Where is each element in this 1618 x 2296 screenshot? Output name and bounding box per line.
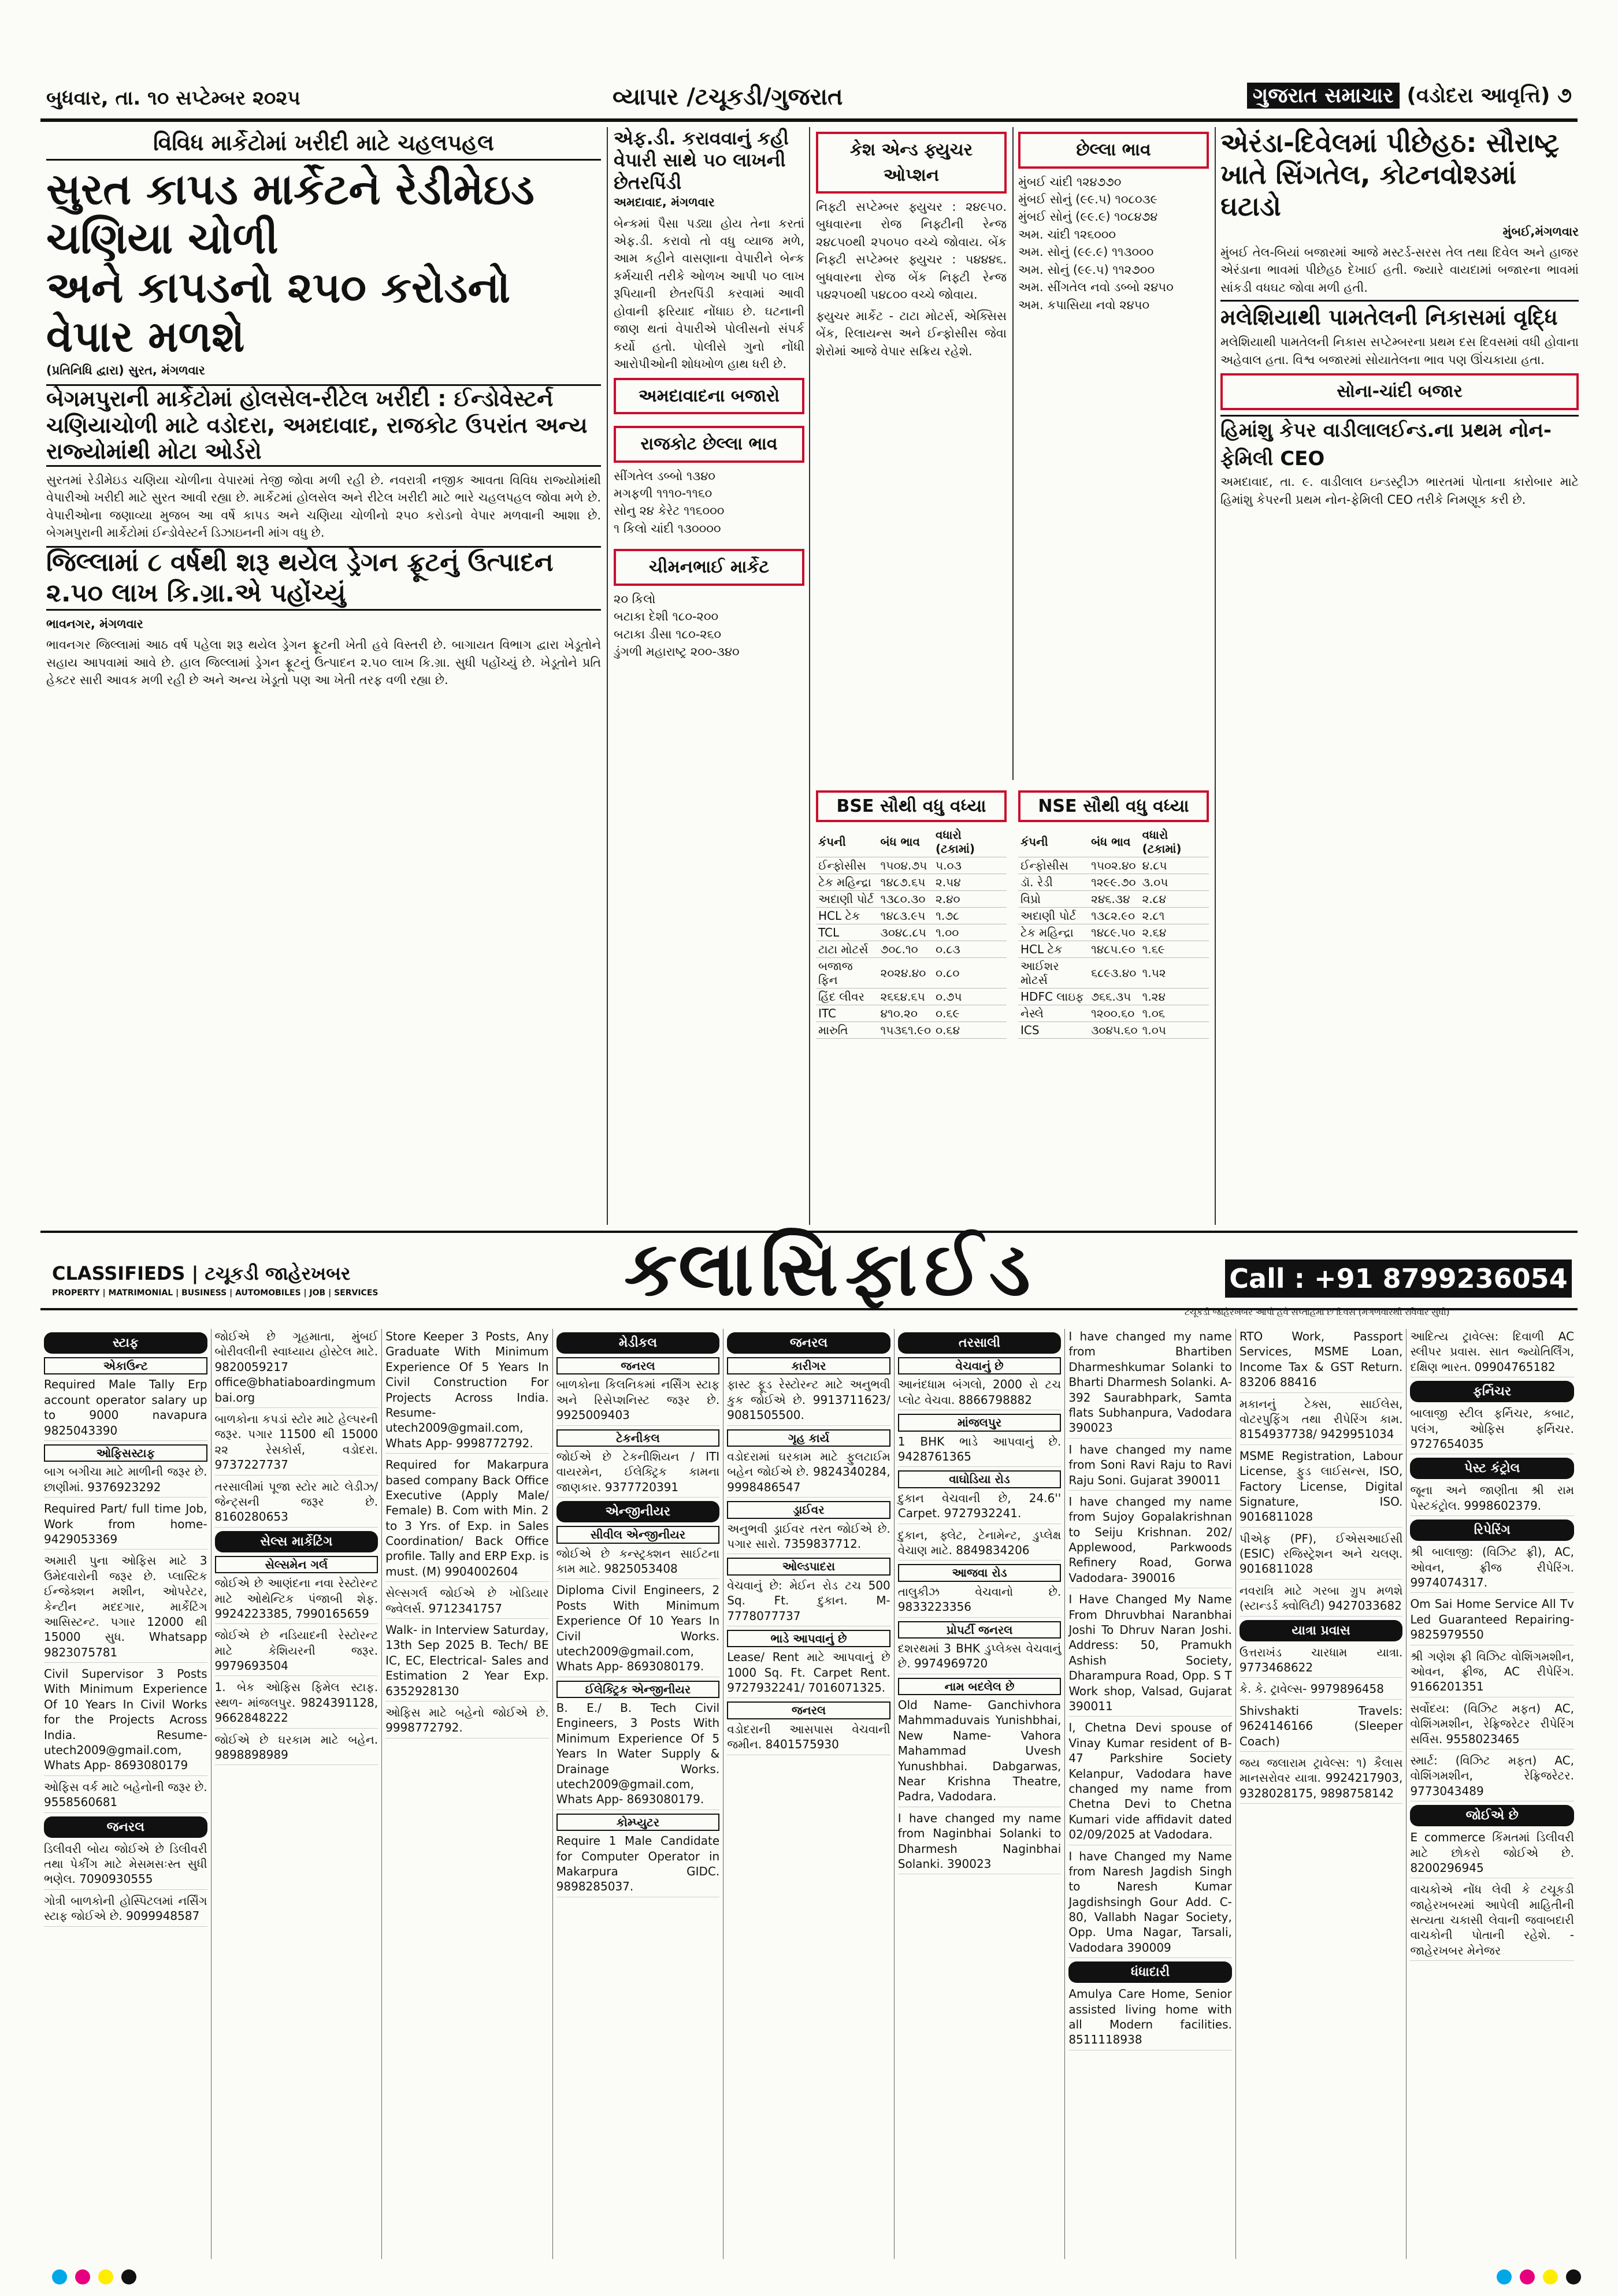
classified-ad: મકાનનું ટેક્સ, સાઈલેસ, વોટરપુફિંગ તથા રીપેરિંગ કામ. 8154937738/ 9429951034 <box>1240 1396 1403 1445</box>
table-cell: ૧.૨૪ <box>1140 989 1209 1005</box>
table-cell: ૨૬૬૪.૬૫ <box>878 989 934 1005</box>
table-cell: ૧૩૮૦.૩૦ <box>878 891 934 908</box>
classified-ad: વેચવાનું છે: મેઈન રોડ ટચ 500 Sq. Ft. દુકાન. M- 7778077737 <box>727 1578 890 1626</box>
classified-ad: I Have Changed My Name From Dhruvbhai Naranbhai Joshi To Dhruv Naran Joshi. Address: 50, Pramukh Ashish Society, Dharampura Road, Opp. S T Work shop, Valsad, Gujarat 390011 <box>1068 1592 1232 1717</box>
table-cell: ૭૬૬.૩૫ <box>1089 989 1140 1005</box>
classified-ad: જોઈએ છે નડિયાદની રેસ્ટોરન્ટ માટે કેશિયરની જરૂર. 9979693504 <box>215 1628 378 1676</box>
classified-ad: સેલ્સગર્લ જોઈએ છે ખોડિયાર જ્વેલર્સ. 9712341757 <box>385 1585 549 1619</box>
table-cell: ૭૦૮.૧૦ <box>878 941 934 958</box>
classified-ad: Old Name- Ganchivhora Mahmmaduvais Yunishbhai, New Name- Vahora Mahammad Uvesh Yunushbhai. Dabgarwas, Near Krishna Theatre, Padra, Vadodara. <box>898 1697 1062 1807</box>
news-column-1 <box>46 127 601 1225</box>
article-body: અમદાવાદ, તા. ૯. વાડીલાલ ઇન્ડસ્ટ્રીઝ ભારતમાં પોતાના કારોબાર માટે હિમાંશુ કેપરની પ્રથમ નોન-ફેમિલી CEO તરીકે નિમણૂક કરી છે. <box>1220 475 1579 507</box>
headline: સુરત કાપડ માર્કેટને રેડીમેઇડ ચણિયા ચોળી <box>46 165 535 264</box>
classified-column <box>211 1329 383 2259</box>
col-header: બંધ ભાવ <box>1089 827 1140 857</box>
classified-ad: આદિત્ય ટ્રાવેલ્સ: દિવાળી AC સ્લીપર પ્રવાસ. સાત જ્યોતિર્લિંગ, દક્ષિણ ભારત. 09904765182 <box>1410 1329 1574 1377</box>
table-cell: ૦.૬૪ <box>933 1022 1007 1039</box>
classified-ad: તાલુકીઝ વેચવાનો છે. 9833223356 <box>898 1584 1062 1618</box>
classified-ad: I have changed my name from Sujoy Gopalakrishnan to Seiju Krishnan. 202/ Applewood, Parkwoods Refinery Road, Gorwa Vadodara- 390016 <box>1068 1494 1232 1588</box>
table-cell: HCL ટેક <box>1018 941 1089 958</box>
table-cell: આઈશર મોટર્સ <box>1018 958 1089 989</box>
table-cell: ૫.૦૩ <box>933 857 1007 874</box>
article-body: ફ્યુચર માર્કેટ - ટાટા મોટર્સ, એક્સિસ બેંક, રિલાયન્સ અને ઈન્ફોસીસ જેવા શેરોમાં આજે વેપાર સક્રિય રહેશે. <box>816 309 1007 358</box>
classified-ad: તરસાલીમાં પૂજા સ્ટોર માટે લેડીઝ/જેન્ટ્સની જરૂર છે. 8160280653 <box>215 1479 378 1528</box>
rate-item: અમ. ચાંદી ૧૨૬૦૦૦ <box>1018 227 1116 242</box>
classified-ad: જોઈએ છે ટેકનીશિયન / ITI વાયરમેન, ઈલેક્ટ્રિક કામના જાણકાર. 9377720391 <box>556 1449 720 1498</box>
classified-column <box>382 1329 553 2259</box>
classified-ad: RTO Work, Passport Services, MSME Loan, Income Tax & GST Return. 83206 88416 <box>1240 1329 1403 1393</box>
table-cell: ૩૦૪૮.૮૫ <box>878 924 934 941</box>
page-number: ૭ <box>1557 84 1572 107</box>
classified-ad: ઓફિસ વર્ક માટે બહેનોની જરૂર છે. 9558560681 <box>44 1779 207 1813</box>
classified-column <box>1065 1329 1236 2259</box>
classified-ad: Amulya Care Home, Senior assisted living home with all Modern facilities. 8511118938 <box>1068 1986 1232 2050</box>
nse-table <box>1018 827 1209 1039</box>
classified-ad: બાગ બગીચા માટે માળીની જરૂર છે. છાણીમાં. 9376923292 <box>44 1464 207 1498</box>
category-header: સ્ટાફ <box>44 1332 207 1354</box>
classified-ad: B. E./ B. Tech Civil Engineers, 3 Posts With Minimum Experience Of 5 Years In Water Supply & Drainage Works. utech2009@gmail.com, Whats App- 8693080179. <box>556 1700 720 1810</box>
subcategory-header: ભાડે આપવાનું છે <box>727 1630 890 1647</box>
article-body: નિફ્ટી સપ્ટેમ્બર ફ્યુચર : ૨૪૯૫૦. બુધવારના રોજ નિફ્ટીની રેન્જ ૨૪૮૫૦થી ૨૫૦૫૦ વચ્ચે જોવાય. બેંક નિફ્ટી સપ્ટેમ્બર ફ્યુચર : ૫૪૪૪૬. બુધવારના રોજ બેંક નિફ્ટી રેન્જ ૫૪૨૫૦થી ૫૪૮૦૦ વચ્ચે જોવાય. <box>816 200 1007 302</box>
column-rule <box>1012 127 1014 780</box>
table-row <box>816 1022 1007 1039</box>
classified-sublabel: PROPERTY | MATRIMONIAL | BUSINESS | AUTOMOBILES | JOB | SERVICES <box>52 1288 378 1298</box>
subcategory-header: નામ બદલેલ છે <box>898 1678 1062 1695</box>
dateline: ભાવનગર, મંગળવાર <box>46 617 143 631</box>
rate-item: મુંબઈ સોનું (૯૯.૫) ૧૦૮૦૩૯ <box>1018 192 1158 206</box>
column-rule <box>607 127 608 1225</box>
classified-ad: ગોત્રી બાળકોની હોસ્પિટલમાં નર્સિંગ સ્ટાફ જોઈએ છે. 9099948587 <box>44 1893 207 1927</box>
rate-item: અમ. સીંગતેલ નવો ડબ્બો ૨૪૫૦ <box>1018 280 1174 295</box>
nse-table-block <box>1018 786 1209 1213</box>
subcategory-header: ઓલ્ડપાદરા <box>727 1558 890 1575</box>
table-cell: ૧૫૦૨.૪૦ <box>1089 857 1140 874</box>
subcategory-header: ટેકનીકલ <box>556 1429 720 1447</box>
table-cell: HDFC લાઇફ <box>1018 989 1089 1005</box>
cmyk-dot <box>1497 2269 1512 2284</box>
table-row <box>1018 989 1209 1005</box>
classified-ad: Required Male Tally Erp account operator salary up to 9000 navapura 9825043390 <box>44 1377 207 1441</box>
subcategory-header: આજવા રોડ <box>898 1564 1062 1581</box>
classified-ad: I have changed my name from Soni Ravi Raju to Ravi Raju Soni. Gujarat 390011 <box>1068 1442 1232 1491</box>
table-cell: ટાટા મોટર્સ <box>816 941 878 958</box>
table-row <box>1018 1022 1209 1039</box>
classified-ad: બાળકોના કિલનિકમાં નર્સિંગ સ્ટાફ અને રિસેપ્શનિસ્ટ જરૂર છે. 9925009403 <box>556 1377 720 1425</box>
table-cell: ઈન્ફોસીસ <box>816 857 878 874</box>
classified-ad: Shivshakti Travels: 9624146166 (Sleeper Coach) <box>1240 1703 1403 1752</box>
table-row <box>816 908 1007 924</box>
cmyk-dot <box>121 2269 136 2284</box>
classified-ad: Diploma Civil Engineers, 2 Posts With Minimum Experience Of 10 Years In Civil Works. utech2009@gmail.com, Whats App- 8693080179. <box>556 1582 720 1677</box>
subcategory-header: ઓફિસસ્ટાફ <box>44 1444 207 1462</box>
table-cell: ૧.૫૨ <box>1140 958 1209 989</box>
bse-table-block <box>816 786 1007 1213</box>
subcategory-header: ગૃહ કાર્ય <box>727 1429 890 1447</box>
news-column-2 <box>614 127 804 1225</box>
table-row <box>1018 958 1209 989</box>
classified-ad: દુકાન વેચવાની છે, 24.6'' Carpet. 9727932241. <box>898 1491 1062 1524</box>
paper-name: ગુજરાત સમાચાર <box>1247 83 1400 109</box>
table-cell: ICS <box>1018 1022 1089 1039</box>
classified-ad: વડોદરાની આસપાસ વેચવાની જમીન. 8401575930 <box>727 1722 890 1755</box>
classified-ad: સર્વોદય: (વિઝિટ મફત) AC, વોશિંગમશીન, રેફ્રિજરેટર રીપેરિંગ સર્વિસ. 9558023465 <box>1410 1701 1574 1749</box>
subcategory-header: જનરલ <box>556 1357 720 1374</box>
classified-column <box>553 1329 724 2259</box>
table-cell: ટેક મહિન્દ્રા <box>816 874 878 891</box>
classified-ad: વડોદરામાં ઘરકામ માટે ફુલટાઈમ બહેન જોઈએ છે. 9824340284, 9998486547 <box>727 1449 890 1498</box>
classified-ad: શ્રી ગણેશ ફ્રી વિઝિટ વોશિંગમશીન, ઓવન, ફ્રીજ, AC રીપેરિંગ. 9166201351 <box>1410 1649 1574 1697</box>
col-header: બંધ ભાવ <box>878 827 934 857</box>
table-cell: ૨.૬૪ <box>1140 924 1209 941</box>
table-cell: ૦.૬૯ <box>933 1005 1007 1022</box>
market-box-title: કેશ એન્ડ ફ્યુચર ઓપ્શન <box>816 132 1007 194</box>
classified-note: ટચૂકડી જાહેરખબર આપો હવે સપ્તાહમાં છ દિવસ (મંગળવારથી રવિવાર સુધી) <box>1185 1307 1450 1317</box>
classified-ad: I, Chetna Devi spouse of Vinay Kumar resident of B- 47 Parkshire Society Kelanpur, Vadodara have changed my name from Chetna Devi to Chetna Kumari vide affidavit dated 02/09/2025 at Vadodara. <box>1068 1720 1232 1845</box>
table-cell: ૪.૮૫ <box>1140 857 1209 874</box>
article-body: મુંબઈ તેલ-બિયાં બજારમાં આજે મસ્ટર્ડ-સરસ તેલ તથા દિવેલ અને હાજર એરંડાના ભાવમાં પીછેહઠ દેખાઈ હતી. જ્યારે વાયદામાં બજારના ભાવમાં સાંકડી વધઘટ જોવા મળી હતી. <box>1220 246 1579 295</box>
subcategory-header: ઈલેક્ટ્રિક એન્જીનીયર <box>556 1681 720 1698</box>
kicker: વિવિધ માર્કેટોમાં ખરીદી માટે ચહલપહલ <box>46 127 601 161</box>
headline: એરંડા-દિવેલમાં પીછેહઠ: સૌરાષ્ટ્ર ખાતે સિંગતેલ, કોટનવોશ્ડમાં ઘટાડો <box>1220 127 1560 222</box>
news-column-3 <box>816 127 1007 780</box>
category-header: જનરલ <box>44 1816 207 1838</box>
cmyk-dot <box>1543 2269 1558 2284</box>
cmyk-dot <box>1520 2269 1535 2284</box>
table-row <box>816 1005 1007 1022</box>
classified-columns <box>40 1329 1578 2259</box>
table-cell: ૧૨૯૯.૭૦ <box>1089 874 1140 891</box>
classified-title: ક્લાસિફાઈડ <box>624 1225 1038 1313</box>
table-cell: હિંદ લીવર <box>816 989 878 1005</box>
subcategory-header: માંજલપુર <box>898 1414 1062 1431</box>
classified-ad: Walk- in Interview Saturday, 13th Sep 2025 B. Tech/ BE IC, EC, Electrical- Sales and Estimation 2 Year Exp. 6352928130 <box>385 1622 549 1701</box>
classified-column <box>1236 1329 1407 2259</box>
table-row <box>1018 941 1209 958</box>
dateline: (પ્રતિનિધિ દ્વારા) સુરત, મંગળવાર <box>46 363 205 378</box>
classified-ad: ફાસ્ટ ફૂડ રેસ્ટોરન્ટ માટે અનુભવી કુક જોઈએ છે. 9913711623/ 9081505500. <box>727 1377 890 1425</box>
subcategory-header: પ્રોપર્ટી જનરલ <box>898 1621 1062 1639</box>
table-cell: ૩.૦૫ <box>1140 874 1209 891</box>
rate-list <box>1018 173 1209 314</box>
subcategory-header: કારીગર <box>727 1357 890 1374</box>
rate-item: અમ. સોનું (૯૯.૫) ૧૧૨૭૦૦ <box>1018 262 1155 277</box>
rate-item: અમ. કપાસિયા નવો ૨૪૫૦ <box>1018 298 1150 312</box>
table-row <box>1018 908 1209 924</box>
table-row <box>816 958 1007 989</box>
header-rule <box>40 118 1578 122</box>
classified-ad: બાલાજી સ્ટીલ ફર્નિચર, કબાટ, પલંગ, ઓફિસ ફર્નિચર. 9727654035 <box>1410 1406 1574 1454</box>
table-cell: ૨૦૨૪.૪૦ <box>878 958 934 989</box>
cmyk-dot <box>98 2269 113 2284</box>
classified-label: CLASSIFIEDS | ટચૂકડી જાહેરખબર <box>52 1262 351 1284</box>
classified-ad: I have changed my name from Bhartiben Dharmeshkumar Solanki to Bharti Dharmesh Solanki. A- 392 Saurabhpark, Samta flats Subhanpura, Vadodara 390023 <box>1068 1329 1232 1439</box>
category-header: મેડીકલ <box>556 1332 720 1354</box>
subcategory-header: જનરલ <box>727 1701 890 1719</box>
sub-headline: જિલ્લામાં ૮ વર્ષથી શરૂ થયેલ ડ્રેગન ફ્રૂટનું ઉત્પાદન ૨.૫૦ લાખ કિ.ગ્રા.એ પહોંચ્યું <box>46 546 601 611</box>
dateline: અમદાવાદ, મંગળવાર <box>614 195 715 210</box>
table-cell: ૧.૬૯ <box>1140 941 1209 958</box>
classified-column <box>1407 1329 1578 2259</box>
classified-ad: જોઈએ છે ગૃહમાતા, મુંબઈ બોરીવલીની સ્વાધ્યાય હોસ્ટેલ માટે. 9820059217 office@bhatiaboardingmumbai.org <box>215 1329 378 1408</box>
sub-headline: હિમાંશુ કેપર વાડીલાલઈન્ડ.ના પ્રથમ નોન-ફેમિલી CEO <box>1220 415 1579 474</box>
table-cell: HCL ટેક <box>816 908 878 924</box>
classified-ad: આનંદધામ બંગલો, 2000 રો ટચ પ્લોટ વેચવા. 8866798882 <box>898 1377 1062 1410</box>
classified-ad: ઉત્તરાખંડ ચારધામ યાત્રા. 9773468622 <box>1240 1645 1403 1678</box>
classified-ad: દુકાન, ફ્લેટ, ટેનામેન્ટ, ડુપ્લેક્ષ વેચાણ માટે. 8849834206 <box>898 1528 1062 1561</box>
table-row <box>1018 857 1209 874</box>
bse-table <box>816 827 1007 1039</box>
section-label: વ્યાપાર /ટચૂકડી/ગુજરાત <box>613 84 843 110</box>
col-header: વધારો (ટકામાં) <box>1140 827 1209 857</box>
table-cell: ITC <box>816 1005 878 1022</box>
table-row <box>1018 1005 1209 1022</box>
sub-headline: બેગમપુરાની માર્કેટોમાં હોલસેલ-રીટેલ ખરીદી : ઈન્ડોવેસ્ટર્ન ચણિયાચોળી માટે વડોદરા, અમદાવાદ, રાજકોટ ઉપરાંત અન્ય રાજ્યોમાંથી મોટા ઓર્ડરો <box>46 384 601 467</box>
subcategory-header: એકાઉન્ટ <box>44 1357 207 1374</box>
classified-ad: જૂના અને જાણીતા શ્રી રામ પેસ્ટકંટ્રોલ. 9998602379. <box>1410 1483 1574 1516</box>
classified-ad: જય જલારામ ટ્રાવેલ્સ: ૧) કૈલાસ માનસરોવર યાત્રા. 9924217903, 9328028175, 9898758142 <box>1240 1755 1403 1804</box>
rate-item: મુંબઈ ચાંદી ૧૨૪૭૭૦ <box>1018 174 1122 189</box>
subcategory-header: વાઘોડિયા રોડ <box>898 1470 1062 1488</box>
edition-label: (વડોદરા આવૃત્તિ) <box>1407 84 1550 107</box>
table-row <box>1018 924 1209 941</box>
table-cell: ૧.૭૮ <box>933 908 1007 924</box>
category-header: જોઈએ છે <box>1410 1805 1574 1826</box>
rate-item: બટાકા ડીસા ૧૮૦-૨૬૦ <box>614 627 722 641</box>
table-cell: ૨.૮૪ <box>1140 891 1209 908</box>
table-cell: બજાજ ફિન <box>816 958 878 989</box>
table-cell: ૧૩૮૨.૯૦ <box>1089 908 1140 924</box>
table-cell: ૧૪૮૫.૯૦ <box>1089 941 1140 958</box>
classified-ad: વાચકોએ નોંધ લેવી કે ટચૂકડી જાહેરખબરમાં આપેલી માહિતીની સત્યતા ચકાસી લેવાની જવાબદારી વાચકોની પોતાની રહેશે. - જાહેરખબર મેનેજર <box>1410 1882 1574 1961</box>
classified-ad: 1. બેક ઓફિસ ફિમેલ સ્ટાફ. સ્થળ- માંજલપુર. 9824391128, 9662848222 <box>215 1680 378 1728</box>
rate-item: અમ. સોનું (૯૯.૯) ૧૧૩૦૦૦ <box>1018 245 1154 259</box>
call-number[interactable]: Call : +91 8799236054 <box>1225 1260 1572 1298</box>
news-column-3b <box>1018 127 1209 780</box>
news-column-4 <box>1220 127 1579 1225</box>
table-cell: ૬૮૯૩.૪૦ <box>1089 958 1140 989</box>
headline: અને કાપડનો ૨૫૦ કરોડનો વેપાર મળશે <box>46 263 511 362</box>
article-body: બેન્કમાં પૈસા પડ્યા હોય તેના કરતાં એફ.ડી. કરાવો તો વધુ વ્યાજ મળે, આમ કહીને વાસણાના વેપારીને બેન્ક કર્મચારી તરીકે ઓળખ આપી ૫૦ લાખ રૂપિયાની છેતરપિંડી કરવામાં આવી હોવાની ફરિયાદ નોંધાઇ છે. ઘટનાની જાણ થતાં વેપારીએ પોલીસનો સંપર્ક કર્યો હતો. પોલીસે ગુનો નોંધી આરોપીઓની શોધખોળ હાથ ધરી છે. <box>614 216 804 371</box>
article-body: સુરતમાં રેડીમેઇડ ચણિયા ચોળીના વેપારમાં તેજી જોવા મળી રહી છે. નવરાત્રી નજીક આવતા વિવિધ રાજ્યોમાંથી વેપારીઓ ખરીદી માટે સુરત આવી રહ્યા છે. માર્કેટમાં હોલસેલ અને રીટેલ ખરીદી માટે ભારે ચહલપહલ જોવા મળે છે. વેપારીઓના જણાવ્યા મુજબ આ વર્ષે કાપડ અને ચણિયા ચોળીનો ૨૫૦ કરોડનો વેપાર મળવાની આશા છે. બેગમપુરાની માર્કેટોમાં ઈન્ડોવેસ્ટર્ન ડિઝાઇનની માંગ વધુ છે. <box>46 473 601 540</box>
cmyk-dot <box>75 2269 90 2284</box>
classified-ad: બાળકોના કપડાં સ્ટોર માટે હેલ્પરની જરૂર. પગાર 11500 થી 15000 ૨૨ રેસકોર્સ, વડોદરા. 9737227737 <box>215 1411 378 1476</box>
category-header: તરસાલી <box>898 1332 1062 1354</box>
col-header: કંપની <box>1018 827 1089 857</box>
classified-ad: ઓફિસ માટે બહેનો જોઈએ છે. 9998772792. <box>385 1705 549 1738</box>
col-header: વધારો (ટકામાં) <box>933 827 1007 857</box>
category-header: એન્જીનીયર <box>556 1501 720 1522</box>
table-row <box>816 924 1007 941</box>
classified-ad: ડિલીવરી બોય જોઈએ છે ડિલીવરી તથા પેકીંગ માટે મેસમસઃસ્ત સુધી ભણેલ. 7090930555 <box>44 1841 207 1890</box>
article-body: ભાવનગર જિલ્લામાં આઠ વર્ષ પહેલા શરૂ થયેલ ડ્રેગન ફ્રૂટની ખેતી હવે વિસ્તરી છે. બાગાયત વિભાગ દ્વારા ખેડૂતોને સહાય આપવામાં આવે છે. હાલ જિલ્લામાં ડ્રેગન ફ્રૂટનું ઉત્પાદન ૨.૫૦ લાખ કિ.ગ્રા. સુધી પહોંચ્યું છે. ખેડૂતોને પ્રતિ હેક્ટર સારી આવક મળી રહી છે અને અન્ય ખેડૂતો પણ આ ખેતી તરફ વળી રહ્યા છે. <box>46 638 601 688</box>
classified-ad: પીએફ (PF), ઈએસઆઈસી (ESIC) રજિસ્ટ્રેશન અને ચલણ. 9016811028 <box>1240 1531 1403 1580</box>
classified-ad: જોઈએ છે આણંદના નવા રેસ્ટોરન્ટ માટે ઓથેન્ટિક પંજાબી શેફ. 9924223385, 7990165659 <box>215 1576 378 1624</box>
market-box-title: અમદાવાદના બજારો <box>614 378 804 415</box>
table-cell: ૧૨૦૦.૬૦ <box>1089 1005 1140 1022</box>
rate-item: ડુંગળી મહારાષ્ટ્ર ૨૦૦-૩૪૦ <box>614 645 740 659</box>
rate-item: ૨૦ કિલો <box>614 592 656 606</box>
classified-ad: અમારી પુના ઓફિસ માટે 3 ઉમેદવારોની જરૂર છે. પ્લાસ્ટિક ઈન્જેક્શન મશીન, ઓપરેટર, કેન્ટીન મદદગાર, માર્કેટિંગ આસિસ્ટન્ટ. પગાર 12000 થી 15000 સુધ. Whatsapp 9823075781 <box>44 1553 207 1663</box>
subcategory-header: વેચવાનું છે <box>898 1357 1062 1374</box>
category-header: પેસ્ટ કંટ્રોલ <box>1410 1458 1574 1479</box>
cmyk-dot <box>1566 2269 1581 2284</box>
classified-ad: Store Keeper 3 Posts, Any Graduate With Minimum Experience Of 5 Years In Civil Construction For Projects Across India. Resume- utech2009@gmail.com, Whats App- 9998772792. <box>385 1329 549 1454</box>
table-cell: અદાણી પોર્ટ <box>1018 908 1089 924</box>
col-header: કંપની <box>816 827 878 857</box>
table-row <box>816 941 1007 958</box>
table-row <box>816 891 1007 908</box>
classified-ad: નવરાત્રિ માટે ગરબા ગ્રુપ મળશે (સ્ટાન્ડર્ડ ક્વોલિટી) 9427033682 <box>1240 1583 1403 1617</box>
page-date: બુધવાર, તા. ૧૦ સપ્ટેમ્બર ૨૦૨૫ <box>46 87 300 110</box>
market-box-title: સોના-ચાંદી બજાર <box>1220 373 1579 410</box>
rate-item: ૧ કિલો ચાંદી ૧૩૦૦૦૦ <box>614 521 721 536</box>
category-header: સેલ્સ માર્કેટિંગ <box>215 1531 378 1552</box>
classified-ad: I have changed my name from Naginbhai Solanki to Dharmesh Naginbhai Solanki. 390023 <box>898 1811 1062 1875</box>
market-box-title: રાજકોટ છેલ્લા ભાવ <box>614 426 804 463</box>
classified-column <box>895 1329 1066 2259</box>
table-cell: ૨.૮૧ <box>1140 908 1209 924</box>
subcategory-header: ડ્રાઈવર <box>727 1501 890 1518</box>
table-cell: ટેક મહિન્દ્રા <box>1018 924 1089 941</box>
rate-list <box>614 467 804 538</box>
table-cell: ૧૫૩૬૧.૯૦ <box>878 1022 934 1039</box>
table-cell: ૧૪૮૯.૫૦ <box>1089 924 1140 941</box>
rate-item: સીંગતેલ ડબ્બો ૧૩૪૦ <box>614 469 715 483</box>
bse-title: BSE સૌથી વધુ વધ્યા <box>816 790 1007 822</box>
rate-item: મગફળી ૧૧૧૦-૧૧૬૦ <box>614 486 712 500</box>
classified-ad: Required Part/ full time Job, Work from home- 9429053369 <box>44 1501 207 1550</box>
table-cell: વિપ્રો <box>1018 891 1089 908</box>
table-cell: ૧૪૮૭.૬૫ <box>878 874 934 891</box>
classified-ad: અનુભવી ડ્રાઈવર તરત જોઈએ છે. પગાર સારો. 7359837712. <box>727 1521 890 1555</box>
table-row <box>1018 891 1209 908</box>
rate-item: બટાકા દેશી ૧૮૦-૨૦૦ <box>614 610 719 624</box>
classified-ad: કે. કે. ટ્રાવેલ્સ- 9979896458 <box>1240 1681 1403 1699</box>
classified-ad: I have Changed my Name from Naresh Jagdish Singh to Naresh Kumar Jagdishsingh Gour Add. C- 80, Vallabh Nagar Society, Opp. Uma Nagar, Tarsali, Vadodara 390009 <box>1068 1849 1232 1959</box>
classified-ad: Required for Makarpura based company Back Office Executive (Apply Male/ Female) B. Com with Min. 2 to 3 Yrs. of Exp. in Sales Coordination/ Back Office profile. Tally and ERP Exp. is must. (M) 9904002604 <box>385 1457 549 1582</box>
classified-ad: Om Sai Home Service All Tv Led Guaranteed Repairing- 9825979550 <box>1410 1596 1574 1645</box>
rate-item: સોનુ ૨૪ કેરેટ ૧૧૬૦૦૦ <box>614 504 725 518</box>
headline: એફ.ડી. કરાવવાનું કહી વેપારી સાથે ૫૦ લાખની છેતરપિંડી <box>614 127 789 194</box>
classified-ad: E commerce કિંમતમાં ડિલીવરી માટે છોકરો જોઈએ છે. 8200296945 <box>1410 1830 1574 1878</box>
subcategory-header: કોમ્પ્યુટર <box>556 1814 720 1831</box>
table-cell: TCL <box>816 924 878 941</box>
table-row <box>816 857 1007 874</box>
market-box-title: ચીમનભાઈ માર્કેટ <box>614 549 804 586</box>
table-cell: ૪૧૦.૨૦ <box>878 1005 934 1022</box>
category-header: ફર્નિચર <box>1410 1381 1574 1402</box>
cmyk-dot <box>52 2269 67 2284</box>
table-cell: ૦.૮૩ <box>933 941 1007 958</box>
category-header: યાત્રા પ્રવાસ <box>1240 1620 1403 1641</box>
classified-ad: MSME Registration, Labour License, ફુડ લાઈસન્સ, ISO, Factory License, Digital Signature, ISO. 9016811028 <box>1240 1448 1403 1528</box>
classified-column <box>723 1329 895 2259</box>
category-header: ધંધાદારી <box>1068 1961 1232 1983</box>
sub-headline: મલેશિયાથી પામતેલની નિકાસમાં વૃદ્ધિ <box>1220 300 1579 333</box>
nse-title: NSE સૌથી વધુ વધ્યા <box>1018 790 1209 822</box>
table-cell: નેસ્લે <box>1018 1005 1089 1022</box>
category-header: જનરલ <box>727 1332 890 1354</box>
table-cell: ૧.૦૫ <box>1140 1022 1209 1039</box>
table-cell: ૩૦૪૫.૬૦ <box>1089 1022 1140 1039</box>
market-box-title: છેલ્લા ભાવ <box>1018 132 1209 169</box>
classified-ad: જોઈએ છે ઘરકામ માટે બહેન. 9898898989 <box>215 1732 378 1766</box>
table-cell: ૧.૦૬ <box>1140 1005 1209 1022</box>
classified-ad: Lease/ Rent માટે આપવાનું છે 1000 Sq. Ft. Carpet Rent. 9727932241/ 7016071325. <box>727 1649 890 1698</box>
classified-ad: 1 BHK ભાડે આપવાનું છે. 9428761365 <box>898 1434 1062 1467</box>
rate-list <box>614 590 804 661</box>
column-rule <box>809 127 810 1225</box>
classified-ad: Require 1 Male Candidate for Computer Operator in Makarpura GIDC. 9898285037. <box>556 1833 720 1897</box>
table-cell: ૧૪૮૩.૯૫ <box>878 908 934 924</box>
masthead <box>1247 84 1572 108</box>
table-cell: ઈન્ફોસીસ <box>1018 857 1089 874</box>
table-row <box>816 989 1007 1005</box>
classified-ad: દશરથમાં 3 BHK ડુપ્લેક્સ વેચવાનું છે. 9974969720 <box>898 1641 1062 1674</box>
classified-ad: જોઈએ છે કન્સ્ટ્રક્શન સાઈટના કામ માટે. 9825053408 <box>556 1546 720 1580</box>
table-cell: ૧૫૦૪.૭૫ <box>878 857 934 874</box>
table-cell: અદાણી પોર્ટ <box>816 891 878 908</box>
rate-item: મુંબઈ સોનું (૯૯.૯) ૧૦૮૪૭૪ <box>1018 210 1158 224</box>
subcategory-header: સીવીલ એન્જીનીયર <box>556 1526 720 1543</box>
table-row <box>816 874 1007 891</box>
classified-ad: શ્રી બાલાજી: (વિઝિટ ફ્રી), AC, ઓવન, ફ્રીજ રીપેરિંગ. 9974074317. <box>1410 1544 1574 1593</box>
category-header: રિપેરિંગ <box>1410 1519 1574 1541</box>
table-row <box>1018 874 1209 891</box>
column-rule <box>1215 127 1216 1225</box>
classified-column <box>40 1329 211 2259</box>
dateline: મુંબઈ,મંગળવાર <box>1502 224 1579 239</box>
table-cell: ૨.૪૦ <box>933 891 1007 908</box>
classified-ad: Civil Supervisor 3 Posts With Minimum Experience Of 10 Years In Civil Works for the Projects Across India. Resume- utech2009@gmail.com, Whats App- 8693080179 <box>44 1666 207 1776</box>
table-cell: ૨૪૬.૩૪ <box>1089 891 1140 908</box>
table-cell: મારુતિ <box>816 1022 878 1039</box>
subcategory-header: સેલ્સમેન ગર્લ <box>215 1556 378 1573</box>
table-cell: ડૉ. રેડી <box>1018 874 1089 891</box>
table-cell: ૧.૦૦ <box>933 924 1007 941</box>
article-body: મલેશિયાથી પામતેલની નિકાસ સપ્ટેમ્બરના પ્રથમ દસ દિવસમાં વધી હોવાના અહેવાલ હતા. વિશ્વ બજારમાં સોયાતેલના ભાવ પણ ઊંચકાયા હતા. <box>1220 335 1579 367</box>
classified-ad: સ્માર્ટ: (વિઝિટ મફત) AC, વોશિંગમશીન, રેફ્રિજરેટર. 9773043489 <box>1410 1753 1574 1801</box>
table-cell: ૦.૭૫ <box>933 989 1007 1005</box>
table-cell: ૨.૫૪ <box>933 874 1007 891</box>
table-cell: ૦.૮૦ <box>933 958 1007 989</box>
